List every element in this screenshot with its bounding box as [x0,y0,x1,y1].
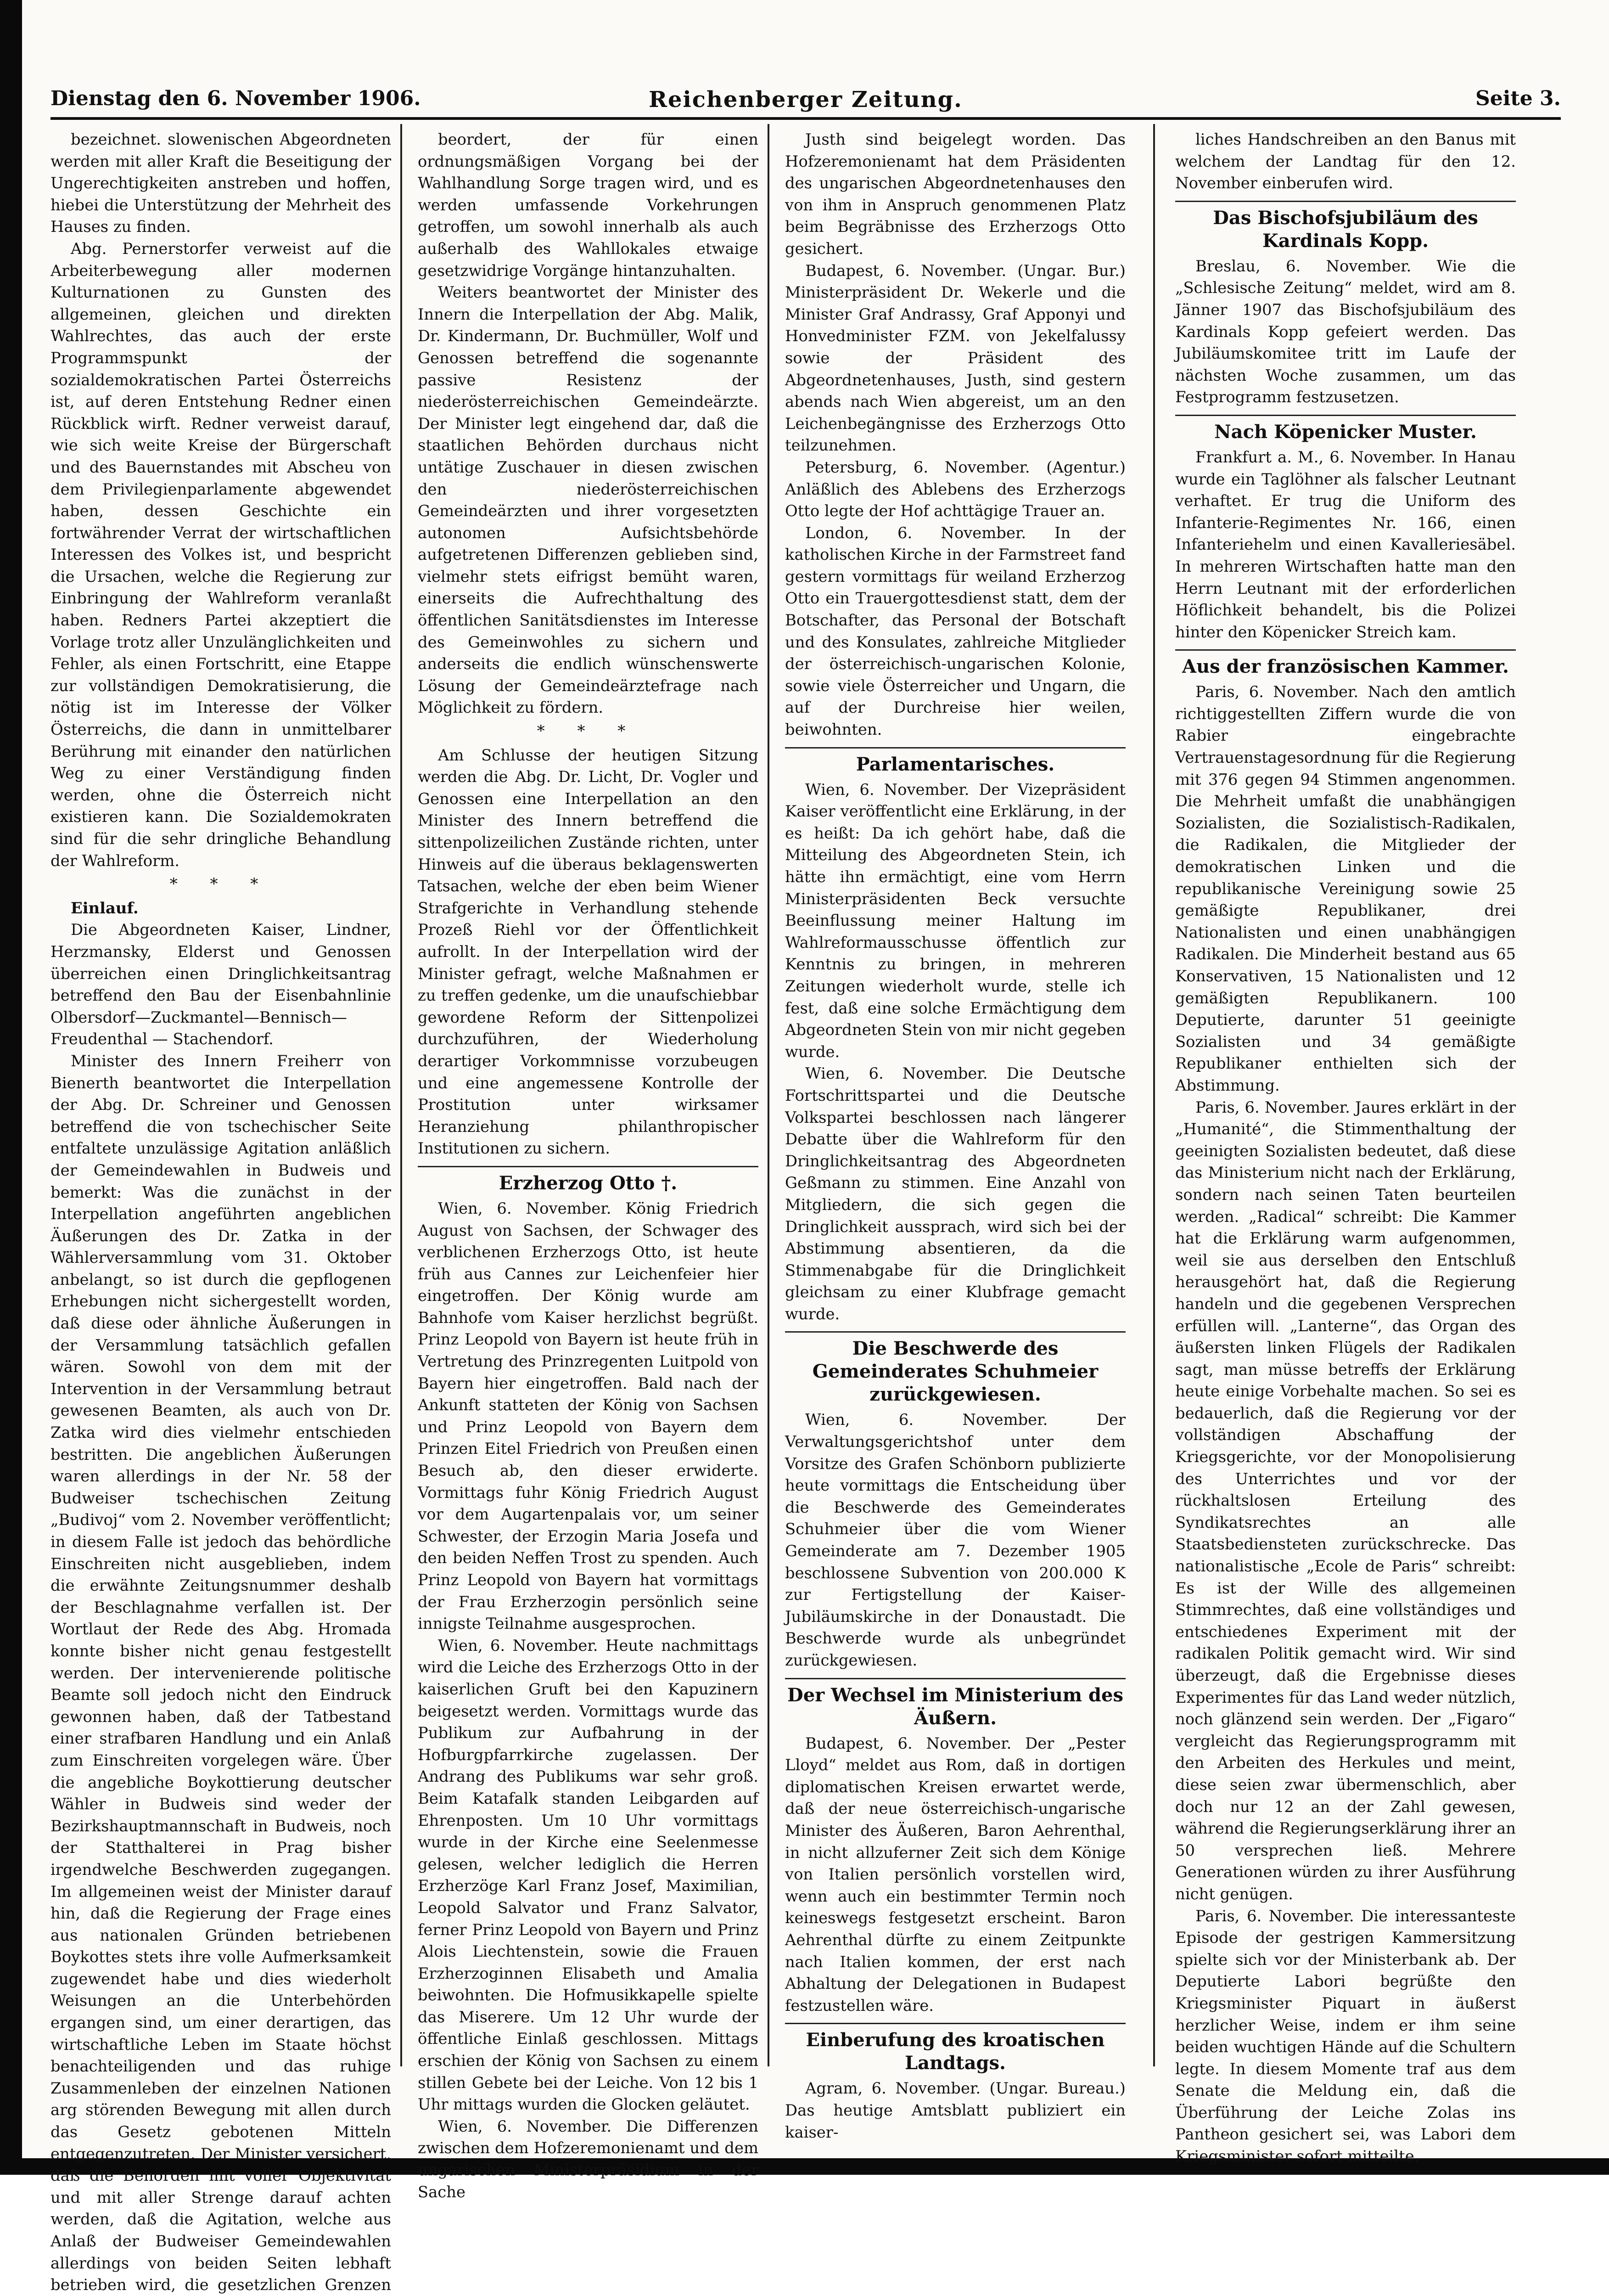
article-paragraph: London, 6. November. In der katholischen Kirche in der Farmstreet fand gestern vormittags für weiland Erzherzog Otto ein Trauergottesdienst statt, dem der Botschafter, das Personal der Botschaft und des Konsulates, zahlreiche Mitglieder der österreichisch-ungarischen Kolonie, sowie viele Österreicher und Ungarn, die auf der Durchreise hier weilen, beiwohnten. [785,523,1126,739]
article-paragraph: liches Handschreiben an den Banus mit welchem der Landtag für den 12. November einberufen wird. [1175,130,1516,192]
page-number: Seite 3. [1475,87,1561,110]
headline-kroatischer-landtag: Einberufung des kroatischen Landtags. [806,2029,1105,2074]
article-paragraph: Agram, 6. November. (Ungar. Bureau.) Das heutige Amtsblatt publiziert ein kaiser- [785,2079,1126,2141]
masthead [50,80,1561,120]
section-rule [785,2023,1126,2024]
article-paragraph: Wien, 6. November. Heute nachmittags wird die Leiche des Erzherzogs Otto in der kaiserlichen Gruft bei den Kapuzinern beigesetzt werden. Vormittags wurde das Publikum zur Aufbahrung in der Hofburgpfarrkirche zugelassen. Der Andrang des Publikums war sehr groß. Beim Katafalk standen Leibgarden auf Ehrenposten. Um 10 Uhr vormittags wurde in der Kirche eine Seelenmesse gelesen, welcher lediglich die Herren Erzherzöge Karl Franz Josef, Maximilian, Leopold Salvator und Franz Salvator, ferner Prinz Leopold von Bayern und Prinz Alois Liechtenstein, sowie die Frauen Erzherzoginnen Elisabeth und Amalia beiwohnten. Die Hofmusikkapelle spielte das Miserere. Um 12 Uhr wurde der öffentliche Einlaß geschlossen. Mittags erschien der König von Sachsen zu einem stillen Gebete bei der Leiche. Von 12 bis 1 Uhr mittags wurden die Glocken geläutet. [418,1636,758,2114]
column-4 [1175,129,1516,2166]
article-paragraph: Paris, 6. November. Jaures erklärt in der „Humanité“, die Stimmenthaltung der geeinigten Sozialisten bedeutet, daß diese das Ministerium nicht nach der Erklärung, sondern nach seinen Taten beurteilen werden. „Radical“ schreibt: Die Kammer hat die Erklärung warm aufgenommen, weil sie aus derselben den Entschluß herausgehört hat, daß die Regierung handeln und die gegebenen Versprechen erfüllen will. „Lanterne“, das Organ des äußersten linken Flügels der Radikalen sagt, man müsse betreffs der Erklärung heute einige Vorbehalte machen. So sei es bedauerlich, daß die Regierung vor der vollständigen Abschaffung der Kriegsgerichte, vor der Monopolisierung des Unterrichtes und vor der rückhaltslosen Erteilung des Syndikatsrechtes an alle Staatsbediensteten zurückschrecke. Das nationalistische „Ecole de Paris“ schreibt: Es ist der Wille des allgemeinen Stimmrechtes, daß eine vollständiges und entschiedenes Experiment mit der radikalen Politik gemacht wird. Wir sind überzeugt, daß die Ergebnisse dieses Experimentes für das Land weder nützlich, noch glänzend sein werden. Der „Figaro“ vergleicht das Regierungsprogramm mit den Arbeiten des Herkules und meint, diese seien zwar übermenschlich, aber doch nur 12 an der Zahl gewesen, während die Regierungserklärung ihrer an 50 versprechen ließ. Mehrere Generationen würden zu ihrer Ausführung nicht genügen. [1175,1098,1516,1903]
column-3 [785,129,1126,2141]
article-paragraph: Minister des Innern Freiherr von Bienerth beantwortet die Interpellation der Abg. Dr. Schreiner und Genossen betreffend die von tschechischer Seite entfaltete unzulässige Agitation anläßlich der Gemeindewahlen in Budweis und bemerkt: Was die zunächst in der Interpellation angeführten angeblichen Äußerungen des Dr. Zatka in der Wählerversammlung vom 31. Oktober anbelangt, so ist durch die gepflogenen Erhebungen nicht sichergestellt worden, daß diese oder ähnliche Äußerungen in der Versammlung tatsächlich gefallen wären. Sowohl von dem mit der Intervention in der Versammlung betraut gewesenen Beamten, als auch von Dr. Zatka wird dies vielmehr entschieden bestritten. Die angeblichen Äußerungen waren allerdings in der Nr. 58 der Budweiser tschechischen Zeitung „Budivoj“ vom 2. November veröffentlicht; in diesem Falle ist jedoch das behördliche Einschreiten nicht ausgeblieben, indem die erwähnte Zeitungsnummer deshalb der Beschlagnahme verfallen ist. Der Wortlaut der Rede des Abg. Hromada konnte bisher nicht genau festgestellt werden. Der intervenierende politische Beamte soll jedoch nicht den Eindruck gewonnen haben, daß der Tatbestand einer strafbaren Handlung und ein Anlaß zum Einschreiten vorgelegen wäre. Über die angebliche Boykottierung deutscher Wähler in Budweis sind weder der Bezirkshauptmannschaft in Budweis, noch der Statthalterei in Prag bisher irgendwelche Beschwerden zugegangen. Im allgemeinen weist der Minister darauf hin, daß die Regierung der Frage eines aus nationalen Gründen betriebenen Boykottes stets ihre volle Aufmerksamkeit zugewendet habe und dies wiederholt Weisungen an die Unterbehörden ergangen sind, um einer derartigen, das wirtschaftliche Leben im Staate höchst benachteiligenden und das ruhige Zusammenleben der einzelnen Nationen arg störenden Bewegung mit allen durch das Gesetz gebotenen Mitteln entgegenzutreten. Der Minister versichert, daß die Behörden mit voller Objektivität und mit aller Strenge darauf achten werden, daß die Agitation, welche aus Anlaß der Budweiser Gemeindewahlen allerdings von beiden Seiten lebhaft betrieben wird, die gesetzlichen Grenzen [50,1052,391,2294]
article-paragraph: Breslau, 6. November. Wie die „Schlesische Zeitung“ meldet, wird am 8. Jänner 1907 das Bischofsjubiläum des Kardinals Kopp gefeiert werden. Das Jubiläumskomitee tritt im Laufe der nächsten Woche zusammen, um das Festprogramm festzusetzen. [1175,257,1516,406]
section-rule [785,747,1126,748]
article-paragraph: Budapest, 6. November. Der „Pester Lloyd“ meldet aus Rom, daß in dortigen diplomatischen Kreisen erwartet werde, daß der neue österreichisch-ungarische Minister des Äußeren, Baron Aehrenthal, in nicht allzuferner Zeit sich dem Könige von Italien persönlich vorstellen wird, wenn auch ein bestimmter Termin noch keineswegs festgesetzt erscheint. Baron Aehrenthal dürfte zu einem Zeitpunkte nach Italien kommen, der erst nach Abhaltung der Delegationen in Budapest festzustellen wäre. [785,1734,1126,2015]
newspaper-title: Reichenberger Zeitung. [649,87,963,113]
headline-wechsel-ministerium: Der Wechsel im Ministerium des Äußern. [787,1684,1123,1729]
article-paragraph: Wien, 6. November. Die Deutsche Fortschrittspartei und die Deutsche Volkspartei beschlossen nach längerer Debatte über die Wahlreform für den Dringlichkeitsantrag des Abgeordneten Geßmann zu stimmen. Eine Anzahl von Mitgliedern, die sich gegen die Dringlichkeit aussprach, wird sich bei der Abstimmung absentieren, da die Stimmenabgabe für die Dringlichkeit gleichsam zu einer Klubfrage gemacht wurde. [785,1064,1126,1323]
headline-koepenicker-muster: Nach Köpenicker Muster. [1214,421,1477,443]
section-label-einlauf: Einlauf. [71,898,139,917]
column-rule-2 [768,124,769,2066]
article-paragraph: Justh sind beigelegt worden. Das Hofzeremonienamt hat dem Präsidenten des ungarischen Abgeordnetenhauses den von ihm in Anspruch genommenen Platz beim Begräbnisse des Erzherzogs Otto gesichert. [785,130,1126,258]
article-paragraph: beordert, der für einen ordnungsmäßigen Vorgang bei der Wahlhandlung Sorge tragen wird, und es werden umfassende Vorkehrungen getroffen, um sowohl innerhalb als auch außerhalb des Wahllokales etwaige gesetzwidrige Vorgänge hintanzuhalten. [418,130,758,280]
article-paragraph: Petersburg, 6. November. (Agentur.) Anläßlich des Ablebens des Erzherzogs Otto legte der Hof achttägige Trauer an. [785,458,1126,520]
section-rule [785,1678,1126,1679]
headline-bischofsjubilaeum: Das Bischofsjubiläum des Kardinals Kopp. [1213,207,1478,252]
article-paragraph: Budapest, 6. November. (Ungar. Bur.) Ministerpräsident Dr. Wekerle und die Minister Graf Andrassy, Graf Apponyi und Honvedminister FZM. von Jekelfalussy sowie der Präsident des Abgeordnetenhauses, Justh, sind gestern abends nach Wien abgereist, um an den Leichenbegängnisse des Erzherzogs Otto teilzunehmen. [785,261,1126,455]
article-paragraph: Am Schlusse der heutigen Sitzung werden die Abg. Dr. Licht, Dr. Vogler und Genossen eine Interpellation an den Minister des Innern betreffend die sittenpolizeilichen Zustände richten, unter Hinweis auf die überaus beklagenswerten Tatsachen, welche der eben beim Wiener Strafgerichte in Verhandlung stehende Prozeß Riehl vor der Öffentlichkeit aufrollt. In der Interpellation wird der Minister gefragt, welche Maßnahmen er zu treffen gedenke, um die unaufschiebbar gewordene Reform der Sittenpolizei durchzuführen, der Wiederholung derartiger Vorkommnisse vorzubeugen und eine angemessene Kontrolle der Prostitution unter wirksamer Heranziehung philanthropischer Institutionen zu sichern. [418,746,758,1158]
section-rule [1175,201,1516,202]
headline-parlamentarisches: Parlamentarisches. [856,753,1055,775]
column-1 [50,129,391,2294]
section-separator: * * * [537,722,639,741]
headline-franzoesische-kammer: Aus der französischen Kammer. [1182,656,1509,678]
section-rule [418,1166,758,1167]
section-rule [1175,415,1516,416]
column-2 [418,129,758,2201]
article-paragraph: Wien, 6. November. Der Vizepräsident Kaiser veröffentlicht eine Erklärung, in der es heißt: Da ich gehört habe, daß die Mitteilung des Abgeordneten Stein, ich hätte ihn ermächtigt, eine vom Herrn Ministerpräsidenten Beck versuchte Beeinflussung meiner Haltung im Wahlreformausschusse öffentlich zur Kenntnis zu bringen, in mehreren Zeitungen wiederholt wurde, stelle ich fest, daß eine solche Ermächtigung dem Abgeordneten Stein von mir nicht gegeben wurde. [785,780,1126,1061]
headline-erzherzog-otto: Erzherzog Otto †. [499,1172,678,1194]
article-paragraph: Paris, 6. November. Die interessanteste Episode der gestrigen Kammersitzung spielte sich vor der Ministerbank ab. Der Deputierte Labori begrüßte den Kriegsminister Piquart in äußerst herzlicher Weise, indem er ihm seine beiden wuchtigen Hände auf die Schultern legte. In diesem Momente traf aus dem Senate die Meldung ein, daß die Überführung der Leiche Zolas ins Pantheon gesichert sei, was Labori dem Kriegsminister sofort mitteilte. [1175,1907,1516,2166]
section-rule [1175,649,1516,651]
article-paragraph: Frankfurt a. M., 6. November. In Hanau wurde ein Taglöhner als falscher Leutnant verhaftet. Er trug die Uniform des Infanterie-Regimentes Nr. 166, einen Infanteriehelm und einen Kavalleriesäbel. In mehreren Wirtschaften hatte man den Herrn Leutnant mit der erforderlichen Höflichkeit behandelt, bis die Polizei hinter den Köpenicker Streich kam. [1175,448,1516,641]
section-separator: * * * [169,875,272,894]
section-rule [785,1331,1126,1333]
article-paragraph: Wien, 6. November. Die Differenzen zwischen dem Hofzeremonienamt und dem ungarischen Ministerpräsidium in der Sache [418,2117,758,2201]
scan-edge-left [0,0,22,2175]
article-paragraph: Abg. Pernerstorfer verweist auf die Arbeiterbewegung aller modernen Kulturnationen zu Gunsten des allgemeinen, gleichen und direkten Wahlrechtes, das auch der erste Programmspunkt der sozialdemokratischen Partei Österreichs ist, auf deren Entstehung Redner einen Rückblick wirft. Redner verweist darauf, wie sich weite Kreise der Bürgerschaft und des Bauernstandes mit Abscheu von dem Privilegienparlamente abgewendet haben, dessen Geschichte ein fortwährender Verrat der wirtschaftlichen Interessen des Volkes ist, und bespricht die Ursachen, welche die Regierung zur Einbringung der Wahlreform veranlaßt haben. Redners Partei akzeptiert die Vorlage trotz aller Unzulänglichkeiten und Fehler, als einen Fortschritt, eine Etappe zur vollständigen Demokratisierung, die nötig ist im Interesse der Völker Österreichs, die dann in unmittelbarer Berührung mit einander den natürlichen Weg zu einer Verständigung finden werden, ohne die Österreich nicht existieren kann. Die Sozialdemokraten sind für die sehr dringliche Behandlung der Wahlreform. [50,239,391,870]
article-paragraph: Die Abgeordneten Kaiser, Lindner, Herzmansky, Elderst und Genossen überreichen einen Dringlichkeitsantrag betreffend den Bau der Eisenbahnlinie Olbersdorf—Zuckmantel—Bennisch—Freudenthal — Stachendorf. [50,921,391,1048]
column-rule-1 [400,124,402,2066]
issue-date: Dienstag den 6. November 1906. [50,87,421,110]
column-rule-3 [1153,124,1155,2066]
article-paragraph: Paris, 6. November. Nach den amtlich richtiggestellten Ziffern wurde die von Rabier eingebrachte Vertrauenstagesordnung für die Regierung mit 376 gegen 94 Stimmen angenommen. Die Mehrheit umfaßt die unabhängigen Sozialisten, die Sozialistisch-Radikalen, die Radikalen, die Mitglieder der demokratischen Linken und die republikanische Vereinigung sowie 25 gemäßigte Republikaner, drei Nationalisten und einen unabhängigen Radikalen. Die Minderheit bestand aus 65 Konservativen, 15 Nationalisten und 12 gemäßigten Republikanern. 100 Deputierte, darunter 51 geeinigte Sozialisten und 34 gemäßigte Republikaner enthielten sich der Abstimmung. [1175,683,1516,1094]
article-paragraph: bezeichnet. slowenischen Abgeordneten werden mit aller Kraft die Beseitigung der Ungerechtigkeiten anstreben und hoffen, hiebei die Unterstützung der Mehrheit des Hauses zu finden. [50,130,391,236]
article-paragraph: Weiters beantwortet der Minister des Innern die Interpellation der Abg. Malik, Dr. Kindermann, Dr. Buchmüller, Wolf und Genossen betreffend die sogenannte passive Resistenz der niederösterreichischen Gemeindeärzte. Der Minister legt eingehend dar, daß die staatlichen Behörden durchaus nicht untätige Zuschauer in diesen zwischen den niederösterreichischen Gemeindeärzten und ihrer vorgesetzten autonomen Aufsichtsbehörde aufgetretenen Differenzen geblieben sind, vielmehr stets eifrigst bemüht waren, einerseits die Aufrechthaltung des öffentlichen Sanitätsdienstes im Interesse des Gemeinwohles zu sichern und anderseits die endlich wünschenswerte Lösung der Gemeindeärztefrage nach Möglichkeit zu fördern. [418,283,758,717]
article-paragraph: Wien, 6. November. Der Verwaltungsgerichtshof unter dem Vorsitze des Grafen Schönborn publizierte heute vormittags die Entscheidung über die Beschwerde des Gemeinderates Schuhmeier über die vom Wiener Gemeinderate am 7. Dezember 1905 beschlossene Subvention von 200.000 K zur Fertigstellung der Kaiser-Jubiläumskirche in der Donaustadt. Die Beschwerde wurde als unbegründet zurückgewiesen. [785,1411,1126,1669]
article-paragraph: Wien, 6. November. König Friedrich August von Sachsen, der Schwager des verblichenen Erzherzogs Otto, ist heute früh aus Cannes zur Leichenfeier hier eingetroffen. Der König wurde am Bahnhofe vom Kaiser herzlichst begrüßt. Prinz Leopold von Bayern ist heute früh in Vertretung des Prinzregenten Luitpold von Bayern hier eingetroffen. Bald nach der Ankunft statteten der König von Sachsen und Prinz Leopold von Bayern dem Prinzen Eitel Friedrich von Preußen einen Besuch ab, den dieser erwiderte. Vormittags fuhr König Friedrich August vor dem Augartenpalais vor, um seiner Schwester, der Erzogin Maria Josefa und den beiden Neffen Trost zu spenden. Auch Prinz Leopold von Bayern hat vormittags der Frau Erzherzogin persönlich seine innigste Teilnahme ausgesprochen. [418,1199,758,1633]
headline-beschwerde: Die Beschwerde des Gemeinderates Schuhmeier zurückgewiesen. [812,1338,1099,1406]
